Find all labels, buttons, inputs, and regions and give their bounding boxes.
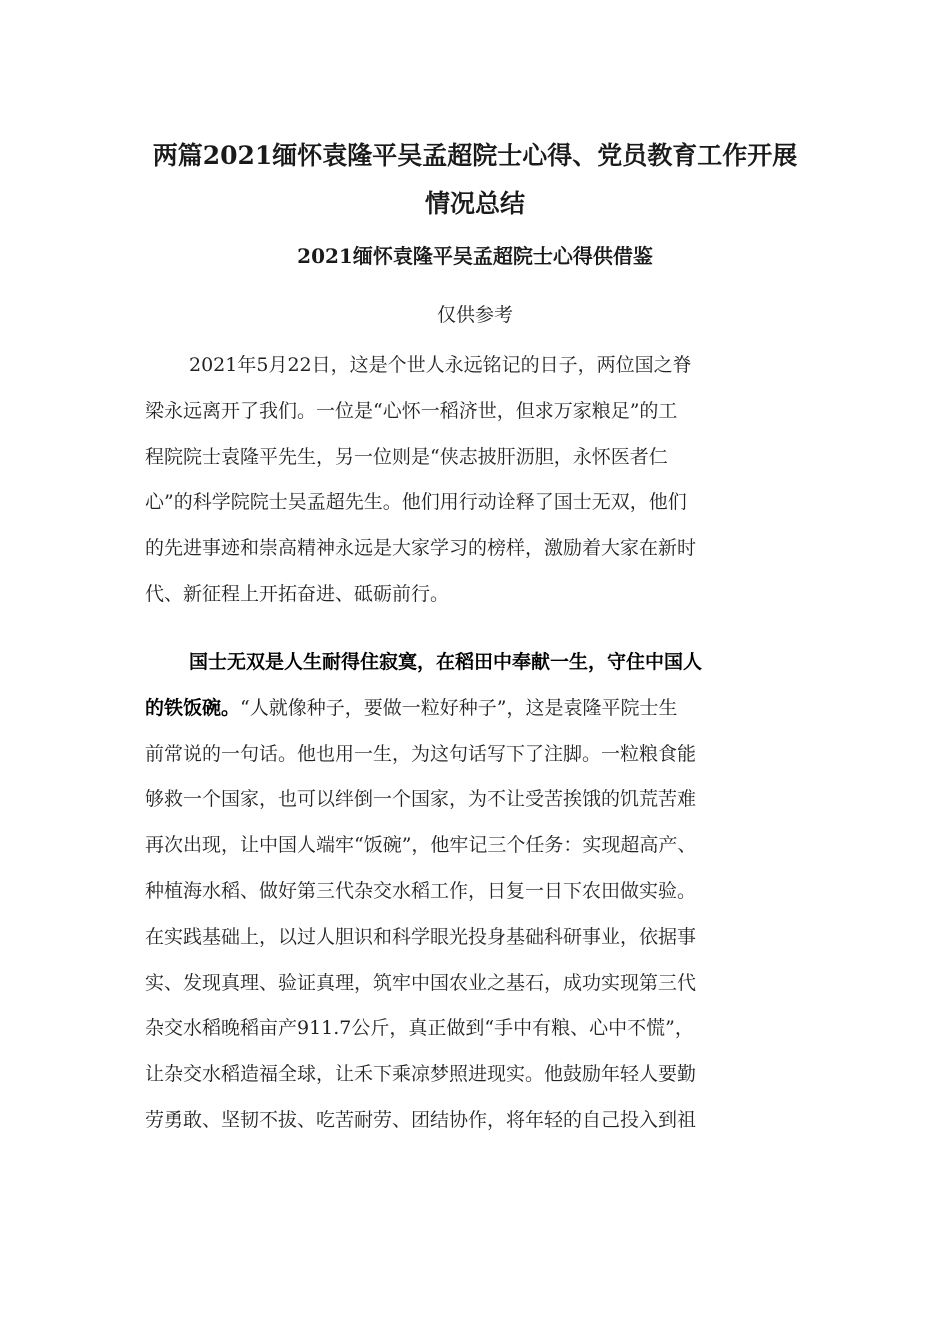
paragraph-line: 代、新征程上开拓奋进、砥砺前行。: [145, 582, 450, 605]
paragraph-1: [145, 343, 805, 618]
paragraph-line: 实、发现真理、验证真理，筑牢中国农业之基石，成功实现第三代: [145, 971, 697, 994]
title-line-1: 两篇2021缅怀袁隆平吴孟超院士心得、党员教育工作开展: [152, 141, 798, 170]
paragraph-line: [145, 640, 805, 686]
paragraph-2: [145, 640, 805, 1144]
paragraph-line: 让杂交水稻造福全球，让禾下乘凉梦照进现实。他鼓励年轻人要勤: [145, 1063, 697, 1086]
paragraph-line: 程院院士袁隆平先生，另一位则是“侠志披肝沥胆，永怀医者仁: [145, 445, 668, 468]
paragraph-line: [145, 686, 805, 732]
title-line-2: 情况总结: [424, 189, 525, 218]
paragraph-line: 前常说的一句话。他也用一生，为这句话写下了注脚。一粒粮食能: [145, 742, 697, 765]
paragraph-lead-text: 国士无双是人生耐得住寂寞，在稻田中奉献一生，守住中国人: [189, 651, 703, 673]
paragraph-line: 2021年5月22日，这是个世人永远铭记的日子，两位国之脊: [189, 354, 692, 376]
paragraph-line: 劳勇敢、坚韧不拔、吃苦耐劳、团结协作，将年轻的自己投入到祖: [145, 1108, 697, 1131]
paragraph-line: 够救一个国家，也可以绊倒一个国家，为不让受苦挨饿的饥荒苦难: [145, 788, 697, 811]
document-title: [120, 132, 830, 228]
paragraph-line: 杂交水稻晚稻亩产911.7公斤，真正做到“手中有粮、心中不慌”，: [145, 1017, 694, 1040]
paragraph-line: 的先进事迹和崇高精神永远是大家学习的榜样，激励着大家在新时: [145, 537, 697, 560]
paragraph-line: 梁永远离开了我们。一位是“心怀一稻济世，但求万家粮足”的工: [145, 399, 678, 422]
paragraph-line: 在实践基础上，以过人胆识和科学眼光投身基础科研事业，依据事: [145, 925, 697, 948]
paragraph-line: 种植海水稻、做好第三代杂交水稻工作，日复一日下农田做实验。: [145, 879, 697, 902]
paragraph-text: “人就像种子，要做一粒好种子”，这是袁隆平院士生: [240, 696, 678, 719]
reference-note: 仅供参考: [436, 304, 513, 326]
paragraph-lead-text: 的铁饭碗。: [145, 696, 241, 719]
paragraph-line: 心”的科学院院士吴孟超先生。他们用行动诠释了国士无双，他们: [145, 491, 687, 514]
paragraph-line: 再次出现，让中国人端牢“饭碗”，他牢记三个任务：实现超高产、: [145, 834, 697, 857]
document-subtitle: 2021缅怀袁隆平吴孟超院士心得供借鉴: [297, 244, 653, 268]
